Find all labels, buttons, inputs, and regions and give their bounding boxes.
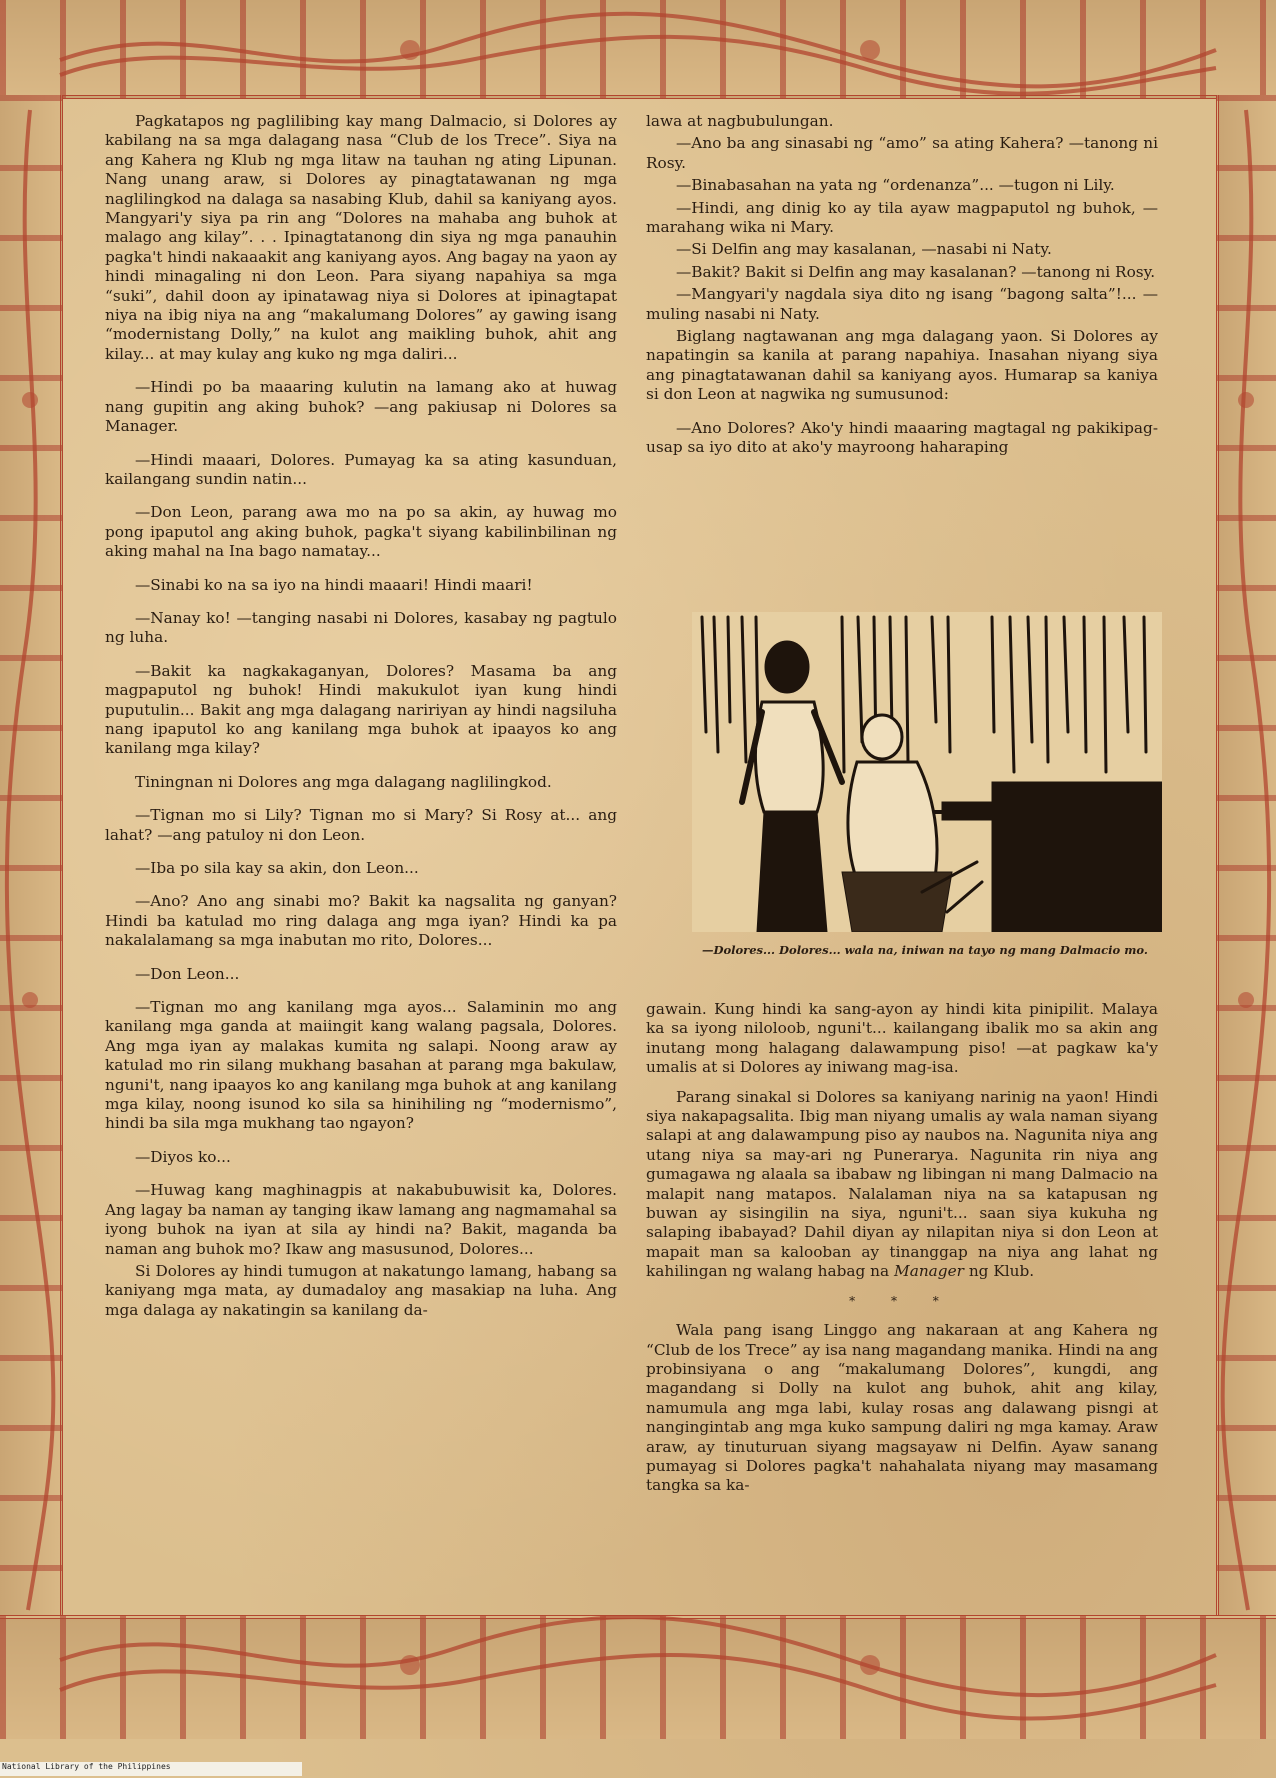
paragraph: —Sinabi ko na sa iyo na hindi maaari! Hindi maari! (135, 575, 533, 594)
paragraph-text: Parang sinakal si Dolores sa kaniyang narinig na yaon! Hindi siya nakapagsalita. Ibig man niyang umalis ay wala naman siyang salapi at ang dalawampung piso ay naubos na. Nagunita niya ang utang niya sa may-ari ng Punerarya. Nagunita rin niya ang gumagawa ng alaala sa ibabaw ng libingan ni mang Dalmacio na malapit nang matapos. Nalalaman niya na sa katapusan ng buwan ay sisingilin na siya, nguni't... saan siya kukuha ng salaping ibabayad? Dahil diyan ay nilapitan niya si don Leon at mapait man sa kalooban ay tinanggap na niya ang lahat ng kahilingan ng walang habag na (646, 1087, 1158, 1281)
paragraph: —Binabasahan na yata ng “ordenanza”... —tugon ni Lily. (676, 176, 1115, 195)
library-credit: National Library of the Philippines (0, 1762, 302, 1776)
paragraph: —Tignan mo si Lily? Tignan mo si Mary? Si Rosy at... ang lahat? —ang patuloy ni don Leon. (105, 806, 617, 844)
story-illustration (692, 612, 1162, 932)
paragraph-tail: ng Klub. (963, 1262, 1035, 1281)
paragraph: —Don Leon... (135, 964, 240, 983)
right-text-column-top (646, 112, 1158, 472)
paragraph: —Diyos ko... (135, 1147, 231, 1166)
paragraph: —Si Delfin ang may kasalanan, —nasabi ni Naty. (676, 240, 1052, 259)
paragraph: —Hindi po ba maaaring kulutin na lamang ako at huwag nang gupitin ang aking buhok? —ang pakiusap ni Dolores sa Manager. (105, 378, 617, 436)
paragraph: —Mangyari'y nagdala siya dito ng isang “bagong salta”!... —muling nasabi ni Naty. (646, 285, 1158, 323)
paragraph: —Hindi, ang dinig ko ay tila ayaw magpaputol ng buhok, —marahang wika ni Mary. (646, 198, 1158, 237)
paragraph (646, 1088, 1158, 1282)
paragraph: —Bakit ka nagkakaganyan, Dolores? Masama ba ang magpaputol ng buhok! Hindi makukulot iyan kung hindi puputulin... Bakit ang mga dalagang naririyan ay hindi nagsiluha nang ipaputol ko ang kanilang mga buhok at ipaayos ko ang kanilang mga kilay? (105, 661, 617, 758)
right-text-column-bottom (646, 1000, 1158, 1506)
illustration-caption: —Dolores... Dolores... wala na, iniwan na tayo ng mang Dalmacio mo. (702, 943, 1148, 957)
paragraph: —Ano? Ano ang sinabi mo? Bakit ka nagsalita ng ganyan? Hindi ba katulad mo ring dalaga ang mga iyan? Hindi ka pa nakalalamang sa mga inabutan mo rito, Dolores... (105, 892, 617, 950)
paragraph: —Tignan mo ang kanilang mga ayos... Salaminin mo ang kanilang mga ganda at maiingit kang walang pagsala, Dolores. Ang mga iyan ay malakas kumita ng salapi. Noong araw ay katulad mo rin silang mukhang basahan at parang mga bakulaw, nguni't, nang ipaayos ko ang kanilang mga buhok at ang kanilang mga kilay, noong isunod ko sila sa hinihiling ng “modernismo”, hindi ba sila mga mukhang tao ngayon? (105, 998, 617, 1133)
paragraph: —Ano Dolores? Ako'y hindi maaaring magtagal ng pakikipag-usap sa iyo dito at ako'y mayroong haharaping (646, 418, 1158, 457)
paragraph: —Huwag kang maghinagpis at nakabubuwisit ka, Dolores. Ang lagay ba naman ay tanging ikaw lamang ang nagmamahal sa iyong buhok na iyan at sila ay hindi na? Bakit, maganda ba naman ang buhok mo? Ikaw ang masusunod, Dolores... (105, 1181, 617, 1258)
paragraph: lawa at nagbubulungan. (646, 112, 834, 130)
paragraph: —Nanay ko! —tanging nasabi ni Dolores, kasabay ng pagtulo ng luha. (105, 608, 617, 647)
paragraph: —Ano ba ang sinasabi ng “amo” sa ating Kahera? —tanong ni Rosy. (646, 134, 1158, 172)
paragraph: Tiningnan ni Dolores ang mga dalagang naglilingkod. (135, 772, 552, 791)
paragraph: Si Dolores ay hindi tumugon at nakatungo lamang, habang sa kaniyang mga mata, ay dumadaloy ang masakiap na luha. Ang mga dalaga ay nakatingin sa kanilang da- (105, 1261, 617, 1319)
paragraph: gawain. Kung hindi ka sang-ayon ay hindi kita pinipilit. Malaya ka sa iyong niloloob, nguni't... kailangang ibalik mo sa akin ang inutang mong halagang dalawampung piso! —at pagkaw ka'y umalis at si Dolores ay iniwang mag-isa. (646, 1000, 1158, 1077)
paragraph: Pagkatapos ng paglilibing kay mang Dalmacio, si Dolores ay kabilang na sa mga dalagang nasa “Club de los Trece”. Siya na ang Kahera ng Klub ng mga litaw na tauhan ng ating Lipunan. Nang unang araw, si Dolores ay pinagtatawanan ng mga naglilingkod na dalaga sa nasabing Klub, dahil sa kaniyang ayos. Mangyari'y siya pa rin ang “Dolores na mahaba ang buhok at malago ang kilay”. . . Ipinagtatanong din siya ng mga panauhin pagka't hindi nakaaakit ang kaniyang ayos. Ang bagay na yaon ay hindi minagaling ni don Leon. Para siyang napahiya sa mga “suki”, dahil doon ay ipinatawag niya si Dolores at ipinagtapat niya na ibig niya na ang “makalumang Dolores” ay gawing isang “modernistang Dolly,” na kulot ang maikling buhok, ahit ang kilay... at may kulay ang kuko ng mga daliri... (105, 112, 617, 363)
paragraph: —Hindi maaari, Dolores. Pumayag ka sa ating kasunduan, kailangang sundin natin... (105, 450, 617, 488)
paragraph: Biglang nagtawanan ang mga dalagang yaon. Si Dolores ay napatingin sa kanila at parang napahiya. Inasahan niyang siya ang pinagtatawanan dahil sa kaniyang ayos. Humarap sa kaniya si don Leon at nagwika ng sumusunod: (646, 327, 1158, 404)
paragraph: —Don Leon, parang awa mo na po sa akin, ay huwag mo pong ipaputol ang aking buhok, pagka't siyang kabilinbilinan ng aking mahal na Ina bago namatay... (105, 503, 617, 561)
manager-word: Manager (894, 1262, 964, 1281)
paragraph: Wala pang isang Linggo ang nakaraan at ang Kahera ng “Club de los Trece” ay isa nang magandang manika. Hindi na ang probinsiyana o ang “makalumang Dolores”, kungdi, ang magandang si Dolly na kulot ang buhok, ahit ang kilay, namumula ang mga labi, kulay rosas ang dalawang pisngi at nangingintab ang mga kuko sampung daliri ng mga kamay. Araw araw, ay tinuturuan siyang magsayaw ni Delfin. Ayaw sanang pumayag si Dolores pagka't nahahalata niyang may masamang tangka sa ka- (646, 1321, 1158, 1495)
paragraph: —Iba po sila kay sa akin, don Leon... (135, 859, 419, 877)
section-separator: * * * (849, 1293, 955, 1308)
left-text-column (105, 112, 617, 1323)
paragraph: —Bakit? Bakit si Delfin ang may kasalanan? —tanong ni Rosy. (676, 262, 1156, 281)
